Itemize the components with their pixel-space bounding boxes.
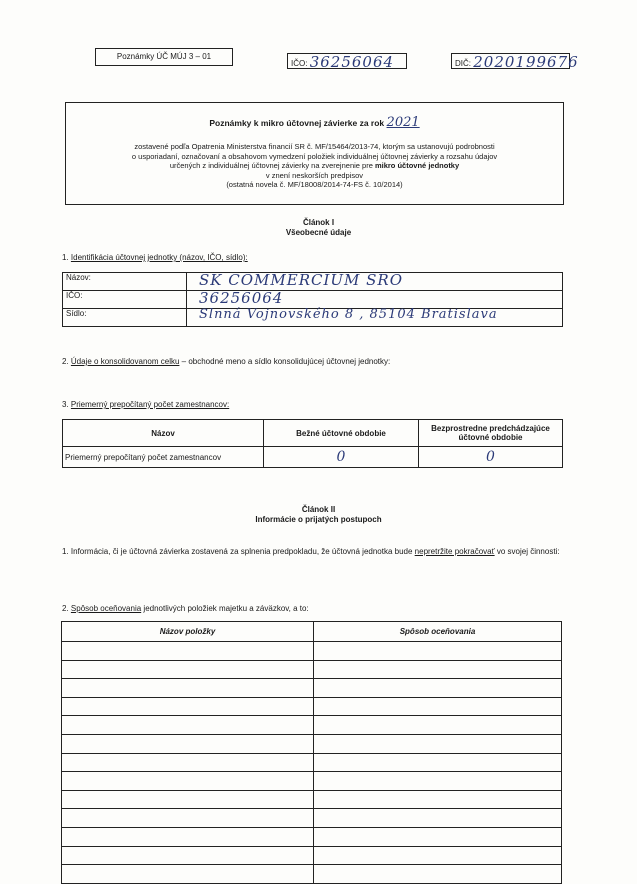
table-row: [62, 790, 562, 809]
table-row: [63, 273, 563, 291]
valuation-method-cell[interactable]: [314, 790, 562, 809]
item-name-cell[interactable]: [62, 827, 314, 846]
valuation-method-cell[interactable]: [314, 809, 562, 828]
valuation-table: [61, 621, 562, 884]
item-name-cell[interactable]: [62, 734, 314, 753]
title-description: [66, 142, 563, 190]
ico-field[interactable]: [187, 291, 563, 309]
valuation-method-cell[interactable]: [314, 716, 562, 735]
table-row: [62, 679, 562, 698]
title-line-1: zostavené podľa Opatrenia Ministerstva financií SR č. MF/15464/2013-74, ktorým sa ustanovujú podrobnosti: [134, 142, 495, 151]
form-code: Poznámky ÚČ MÚJ 3 – 01: [116, 52, 212, 61]
seat-value: Slnná Vojnovského 8 , 85104 Bratislava: [199, 307, 498, 322]
valuation-method-cell[interactable]: [314, 865, 562, 884]
valuation-method-cell[interactable]: [314, 827, 562, 846]
ico-box: [287, 53, 407, 69]
valuation-method-cell[interactable]: [314, 697, 562, 716]
ico-row-label: IČO:: [63, 291, 187, 309]
section-1-2-label: 2. Údaje o konsolidovanom celku – obchodné meno a sídlo konsolidujúcej účtovnej jednotky:: [62, 357, 391, 366]
name-field[interactable]: [187, 273, 563, 291]
table-row: [62, 716, 562, 735]
article-1-subheading: Všeobecné údaje: [285, 228, 352, 237]
dic-label: DIČ:: [455, 59, 471, 68]
article-1-heading: Článok I Všeobecné údaje: [0, 218, 637, 238]
title-year[interactable]: 2021: [386, 115, 420, 130]
table-row: [62, 753, 562, 772]
table-header-row: [63, 420, 563, 447]
valuation-method-cell[interactable]: [314, 772, 562, 791]
table-row: [62, 642, 562, 661]
table-row: [62, 827, 562, 846]
employees-row-label: Priemerný prepočítaný počet zamestnancov: [63, 447, 264, 468]
table-row: [62, 697, 562, 716]
item-name-cell[interactable]: [62, 809, 314, 828]
col-header-previous: Bezprostredne predchádzajúce účtovné obdobie: [419, 420, 563, 447]
employees-current-value: 0: [336, 449, 346, 465]
identification-table: [62, 272, 563, 327]
valuation-method-cell[interactable]: [314, 660, 562, 679]
dic-box: [451, 53, 579, 71]
item-name-cell[interactable]: [62, 679, 314, 698]
item-name-cell[interactable]: [62, 660, 314, 679]
title-line-4: v znení neskorších predpisov: [265, 170, 364, 180]
employees-table: [62, 419, 563, 468]
employees-previous-value: 0: [486, 449, 495, 465]
item-name-cell[interactable]: [62, 772, 314, 791]
col-header-current: Bežné účtovné obdobie: [264, 420, 419, 447]
item-name-cell[interactable]: [62, 846, 314, 865]
section-1-3-label: 3. Priemerný prepočítaný počet zamestnancov:: [62, 400, 230, 409]
table-row: [62, 772, 562, 791]
section-2-1-label: 1. Informácia, či je účtovná závierka zostavená za splnenia predpokladu, že účtovná jednotka bude nepretržite pokračovať vo svojej činnosti:: [62, 547, 560, 556]
item-name-cell[interactable]: [62, 716, 314, 735]
table-row: [62, 809, 562, 828]
valuation-method-cell[interactable]: [314, 734, 562, 753]
col-header-name: Názov: [63, 420, 264, 447]
item-name-cell[interactable]: [62, 753, 314, 772]
ico-row-value: 36256064: [199, 289, 284, 307]
table-header-row: [62, 622, 562, 642]
title-box: [65, 102, 564, 205]
section-2-2-label: 2. Spôsob oceňovania jednotlivých položiek majetku a záväzkov, a to:: [62, 604, 309, 613]
title-main: Poznámky k mikro účtovnej závierke za rok: [209, 118, 385, 128]
document-title: [66, 115, 563, 130]
col-header-item: Názov položky: [62, 622, 314, 642]
employees-current-field[interactable]: [264, 447, 419, 468]
valuation-method-cell[interactable]: [314, 753, 562, 772]
item-name-cell[interactable]: [62, 865, 314, 884]
table-row: [63, 291, 563, 309]
article-2-subheading: Informácie o prijatých postupoch: [255, 515, 382, 524]
section-1-1-label: 1. Identifikácia účtovnej jednotky (názov, IČO, sídlo):: [62, 253, 248, 262]
title-line-3: určených z individuálnej účtovnej závierky na zverejnenie pre mikro účtovné jednotky: [169, 161, 460, 170]
table-row: [62, 660, 562, 679]
form-code-box: [95, 48, 233, 66]
table-row: [62, 865, 562, 884]
employees-previous-field[interactable]: [419, 447, 563, 468]
ico-value[interactable]: 36256064: [309, 53, 395, 71]
seat-label: Sídlo:: [63, 309, 187, 327]
item-name-cell[interactable]: [62, 642, 314, 661]
title-line-5: (ostatná novela č. MF/18008/2014-74-FS č. 10/2014): [226, 180, 403, 189]
table-row: [63, 447, 563, 468]
name-label: Názov:: [63, 273, 187, 291]
col-header-method: Spôsob oceňovania: [314, 622, 562, 642]
title-line-3-bold: mikro účtovné jednotky: [374, 161, 460, 170]
table-row: [62, 734, 562, 753]
name-value: SK COMMERCIUM SRO: [199, 271, 404, 289]
title-line-2: o usporiadaní, označovaní a obsahovom vymedzení položiek individuálnej účtovnej závierky a rozsahu údajov: [131, 151, 498, 161]
valuation-method-cell[interactable]: [314, 679, 562, 698]
item-name-cell[interactable]: [62, 697, 314, 716]
table-row: [62, 846, 562, 865]
table-row: [63, 309, 563, 327]
valuation-method-cell[interactable]: [314, 642, 562, 661]
ico-label: IČO:: [291, 59, 308, 68]
seat-field[interactable]: [187, 309, 563, 327]
dic-value[interactable]: 2020199676: [473, 53, 579, 71]
article-2-heading: Článok II Informácie o prijatých postupoch: [0, 505, 637, 525]
valuation-method-cell[interactable]: [314, 846, 562, 865]
item-name-cell[interactable]: [62, 790, 314, 809]
